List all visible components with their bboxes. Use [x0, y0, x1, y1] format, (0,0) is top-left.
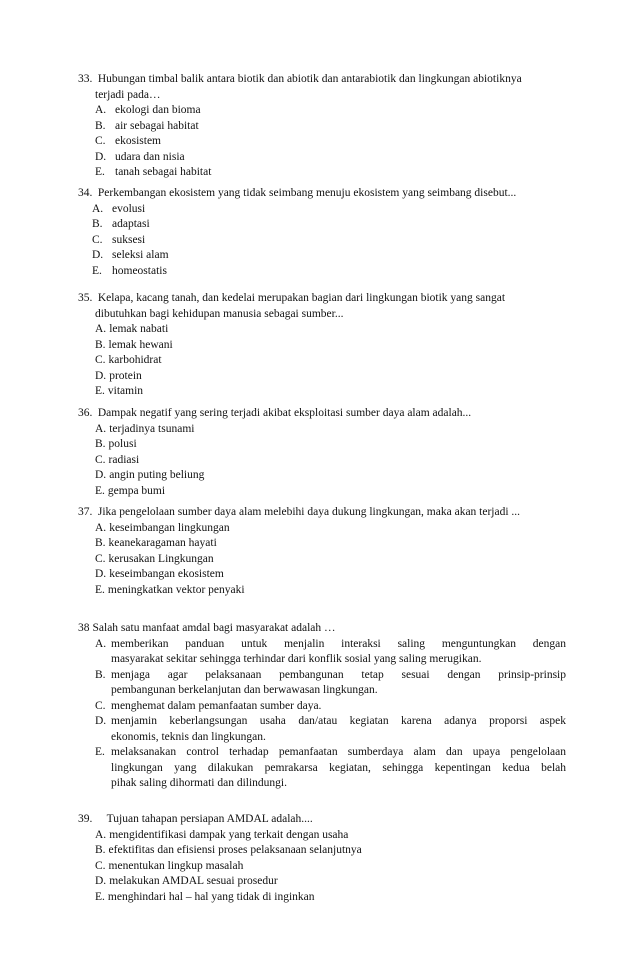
option-text: polusi: [108, 438, 137, 450]
question-number: 33.: [78, 73, 93, 85]
option-b[interactable]: [95, 536, 566, 552]
option-label: A.: [95, 323, 107, 335]
option-d[interactable]: [95, 369, 566, 385]
option-text: lemak hewani: [108, 338, 173, 351]
option-list: [78, 828, 566, 906]
option-text: gempa bumi: [107, 484, 166, 497]
stem-line: Dampak negatif yang sering terjadi akibat eksploitasi sumber daya alam adalah...: [97, 407, 472, 419]
stem-line: terjadi pada…: [95, 88, 161, 101]
option-label: E.: [95, 746, 105, 758]
option-a[interactable]: [95, 521, 566, 537]
option-text: menghindari hal – hal yang tidak di inginkan: [107, 890, 315, 903]
option-text: suksesi: [112, 233, 146, 246]
question-36: [78, 406, 566, 499]
option-label: C.: [95, 135, 106, 147]
option-label: C.: [92, 233, 103, 246]
question-number: 36.: [78, 407, 93, 419]
option-d[interactable]: [95, 468, 566, 484]
question-number: 34.: [78, 187, 93, 199]
option-label: E.: [95, 583, 105, 596]
stem-line: Salah satu manfaat amdal bagi masyarakat adalah …: [92, 622, 336, 634]
option-label: E.: [95, 890, 105, 903]
option-label: D.: [95, 715, 107, 727]
option-text: vitamin: [107, 385, 144, 397]
option-text: meningkatkan vektor penyaki: [107, 583, 245, 596]
question-stem: [78, 621, 566, 637]
option-text-line: pembangunan berkelanjutan dan berwawasan lingkungan.: [111, 684, 378, 696]
option-text-line: menjamin keberlangsungan usaha dan/atau kegiatan karena adanya proporsi aspek: [111, 715, 566, 727]
question-stem: [78, 72, 566, 103]
option-b[interactable]: [95, 338, 566, 354]
option-text: mengidentifikasi dampak yang terkait dengan usaha: [109, 828, 349, 841]
option-text: menentukan lingkup masalah: [108, 859, 244, 872]
option-label: E.: [95, 484, 105, 497]
option-text-line: ekonomis, teknis dan lingkungan.: [111, 730, 266, 743]
option-label: C.: [95, 859, 106, 872]
option-a[interactable]: [95, 828, 566, 844]
question-number: 39.: [78, 813, 93, 825]
option-label: B.: [95, 338, 106, 351]
option-label: D.: [92, 249, 104, 261]
option-text: terjadinya tsunami: [109, 422, 195, 435]
option-label: A.: [95, 828, 107, 841]
option-b[interactable]: [95, 437, 566, 453]
option-text: keseimbangan ekosistem: [109, 568, 224, 580]
option-list: [78, 521, 566, 599]
option-text: radiasi: [108, 453, 140, 466]
option-text-line: lingkungan yang dilakukan pemrakarsa kegiatan, sehingga kepentingan kedua belah: [111, 761, 566, 774]
option-text-line: menghemat dalam pemanfaatan sumber daya.: [111, 699, 322, 712]
question-number: 37.: [78, 506, 93, 518]
option-label: C.: [95, 354, 106, 366]
option-text: karbohidrat: [108, 354, 162, 366]
option-label: B.: [95, 668, 106, 681]
option-list: [78, 103, 566, 181]
option-text: adaptasi: [112, 218, 150, 230]
option-label: C.: [95, 699, 106, 712]
option-text: seleksi alam: [112, 249, 169, 261]
option-list: [78, 422, 566, 500]
question-38: [78, 621, 566, 792]
question-number: 38: [78, 622, 90, 634]
option-c[interactable]: [95, 552, 566, 568]
option-text: tanah sebagai habitat: [115, 166, 212, 178]
option-a[interactable]: [92, 202, 566, 218]
stem-line: Jika pengelolaan sumber daya alam melebihi daya dukung lingkungan, maka akan terjadi ...: [97, 506, 521, 518]
question-stem: [78, 505, 566, 521]
option-e[interactable]: [92, 264, 566, 280]
option-a[interactable]: [95, 637, 566, 668]
question-34: [78, 186, 566, 279]
option-label: B.: [95, 844, 106, 856]
stem-line: Kelapa, kacang tanah, dan kedelai merupakan bagian dari lingkungan biotik yang sangat: [97, 292, 506, 304]
option-label: D.: [95, 875, 107, 887]
option-e[interactable]: [95, 583, 566, 599]
option-label: E.: [95, 166, 105, 178]
option-label: A.: [95, 521, 107, 534]
option-label: D.: [95, 369, 107, 382]
option-text: efektifitas dan efisiensi proses pelaksanaan selanjutnya: [108, 844, 362, 856]
option-label: A.: [92, 202, 104, 215]
option-text: homeostatis: [112, 264, 167, 277]
stem-line: Perkembangan ekosistem yang tidak seimbang menuju ekosistem yang seimbang disebut...: [97, 187, 517, 199]
option-e[interactable]: [95, 745, 566, 792]
option-label: B.: [95, 119, 106, 132]
option-a[interactable]: [95, 322, 566, 338]
option-text: keseimbangan lingkungan: [109, 521, 230, 534]
option-d[interactable]: [95, 150, 566, 166]
question-35: [78, 291, 566, 400]
option-e[interactable]: [95, 384, 566, 400]
option-d[interactable]: [95, 567, 566, 583]
option-text: evolusi: [112, 202, 146, 215]
option-text-line: masyarakat sekitar sehingga terhindar dari konflik sosial yang saling merugikan.: [111, 653, 482, 665]
question-stem: [78, 812, 566, 828]
option-label: D.: [95, 469, 107, 481]
question-stem: [78, 291, 566, 322]
option-label: E.: [95, 385, 105, 397]
option-b[interactable]: [95, 668, 566, 699]
option-text-line: menjaga agar pelaksanaan pembangunan tetap sesuai dengan prinsip-prinsip: [111, 668, 566, 681]
option-b[interactable]: [95, 119, 566, 135]
option-text: ekologi dan bioma: [115, 104, 201, 116]
option-label: A.: [95, 422, 107, 435]
question-stem: [78, 186, 566, 202]
question-33: [78, 72, 566, 181]
option-label: E.: [92, 264, 102, 277]
option-text: udara dan nisia: [115, 150, 185, 163]
stem-line: Tujuan tahapan persiapan AMDAL adalah....: [106, 813, 313, 825]
option-text: protein: [109, 369, 142, 382]
option-text: keanekaragaman hayati: [108, 537, 217, 549]
option-a[interactable]: [95, 422, 566, 438]
option-text: air sebagai habitat: [115, 119, 199, 132]
option-label: B.: [92, 218, 103, 230]
option-label: B.: [95, 537, 106, 549]
option-c[interactable]: [95, 453, 566, 469]
option-list: [78, 322, 566, 400]
option-e[interactable]: [95, 484, 566, 500]
option-text-line: pihak saling dihormati dan dilindungi.: [111, 777, 287, 789]
question-37: [78, 505, 566, 598]
option-text: ekosistem: [115, 135, 161, 147]
option-d[interactable]: [92, 248, 566, 264]
option-text: melakukan AMDAL sesuai prosedur: [109, 875, 278, 887]
option-e[interactable]: [95, 165, 566, 181]
option-label: A.: [95, 637, 107, 650]
option-b[interactable]: [92, 217, 566, 233]
option-label: C.: [95, 552, 106, 565]
option-c[interactable]: [95, 859, 566, 875]
option-c[interactable]: [95, 699, 566, 715]
option-label: D.: [95, 568, 107, 580]
option-label: B.: [95, 438, 106, 450]
option-d[interactable]: [95, 714, 566, 745]
option-a[interactable]: [95, 103, 566, 119]
question-stem: [78, 406, 566, 422]
option-c[interactable]: [95, 353, 566, 369]
option-d[interactable]: [95, 874, 566, 890]
stem-line: Hubungan timbal balik antara biotik dan abiotik dan antarabiotik dan lingkungan abiotiknya: [97, 73, 522, 85]
option-list: [78, 202, 566, 280]
option-label: C.: [95, 453, 106, 466]
option-label: A.: [95, 104, 107, 116]
option-text-line: memberikan panduan untuk menjalin interaksi saling menguntungkan dengan: [111, 637, 566, 650]
option-text: lemak nabati: [109, 323, 169, 335]
option-list: [78, 637, 566, 792]
option-text: kerusakan Lingkungan: [108, 552, 214, 565]
option-text-line: melaksanakan control terhadap pemanfaatan sumberdaya alam dan upaya pengelolaan: [111, 746, 566, 758]
option-b[interactable]: [95, 843, 566, 859]
option-label: D.: [95, 150, 107, 163]
question-number: 35.: [78, 292, 93, 304]
option-c[interactable]: [92, 233, 566, 249]
option-e[interactable]: [95, 890, 566, 906]
option-c[interactable]: [95, 134, 566, 150]
question-39: [78, 812, 566, 905]
stem-line: dibutuhkan bagi kehidupan manusia sebagai sumber...: [95, 307, 344, 320]
option-text: angin puting beliung: [109, 469, 205, 481]
